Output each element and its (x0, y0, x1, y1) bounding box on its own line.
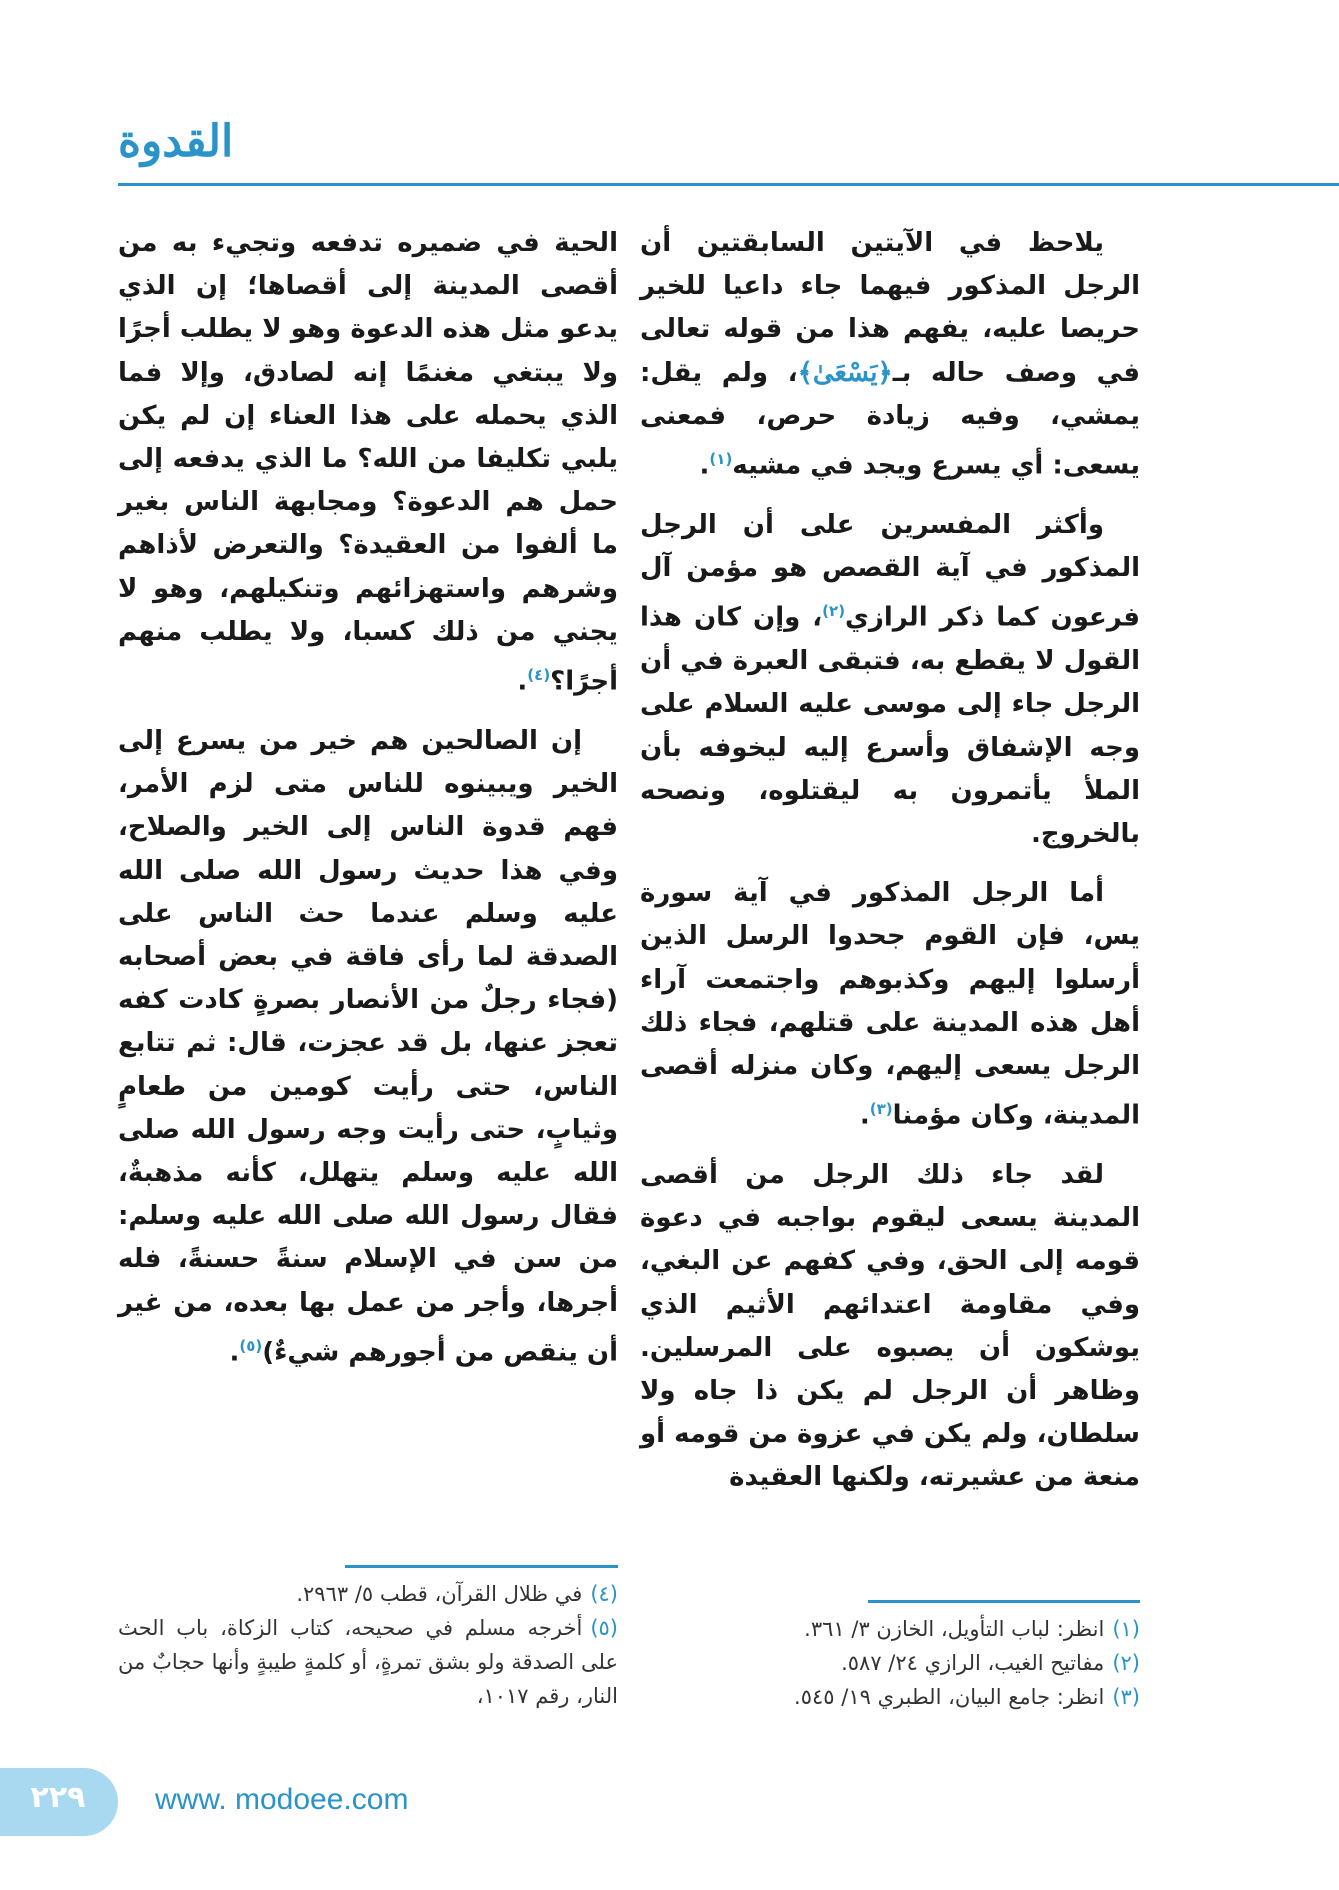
footnote-ref[interactable]: (٣) (869, 1100, 893, 1119)
left-column (118, 222, 618, 1375)
footnote-text: أخرجه مسلم في صحيحه، كتاب الزكاة، باب الحث على الصدقة ولو بشق تمرةٍ، أو كلمةٍ طيبةٍ وأنها حجابٌ من النار، رقم ١٠١٧، (118, 1616, 618, 1708)
footnote-item (640, 1680, 1140, 1714)
paragraph-2 (640, 504, 1140, 856)
hadith-quote: (فجاء رجلٌ من الأنصار بصرةٍ كادت كفه تعجز عنها، بل قد عجزت، قال: ثم تتابع الناس، حتى رأيت كومين من طعامٍ وثيابٍ، حتى رأيت وجه رسول الله صلى الله عليه وسلم يتهلل، كأنه مذهبةٌ، فقال رسول الله صلى الله عليه وسلم: من سن في الإسلام سنةً حسنةً، فله أجرها، وأجر من عمل بها بعده، من غير أن ينقص من أجورهم شيءٌ) (118, 985, 618, 1368)
footnotes-right (640, 1612, 1140, 1714)
page-title: القدوة (118, 116, 234, 167)
paragraph-text: يلاحظ في الآيتين السابقتين أن الرجل المذكور فيهما جاء داعيا للخير حريصا عليه، يفهم هذا من قوله تعالى في وصف حاله بـ (640, 228, 1140, 388)
paragraph-3 (640, 872, 1140, 1138)
footnote-text: انظر: لباب التأويل، الخازن ٣/ ٣٦١. (804, 1617, 1105, 1641)
header-rule (118, 183, 1339, 186)
right-column (640, 222, 1140, 1500)
paragraph-text: أما الرجل المذكور في آية سورة يس، فإن القوم جحدوا الرسل الذين أرسلوا إليهم وكذبوهم واجتمعت آراء أهل هذه المدينة على قتلهم، فجاء ذلك الرجل يسعى إليهم، وكان منزله أقصى المدينة، وكان مؤمنا (640, 878, 1140, 1131)
paragraph-text: وأكثر المفسرين على أن الرجل المذكور في آية القصص هو مؤمن آل فرعون كما ذكر الرازي (640, 509, 1140, 633)
footnote-ref[interactable]: (٤) (527, 666, 551, 685)
quran-word: ﴿يَسْعَىٰ﴾ (797, 357, 893, 388)
paragraph-text: ، وإن كان هذا القول لا يقطع به، فتبقى العبرة في أن الرجل جاء إلى موسى عليه السلام على وجه الإشفاق وأسرع إليه ليخوفه بأن الملأ يأتمرون به ليقتلوه، ونصحه بالخروج. (640, 602, 1140, 849)
paragraph-1 (640, 222, 1140, 488)
footnote-ref[interactable]: (٥) (239, 1336, 263, 1355)
paragraph-text: الحية في ضميره تدفعه وتجيء به من أقصى المدينة إلى أقصاها؛ إن الذي يدعو مثل هذه الدعوة وهو لا يطلب أجرًا ولا يبتغي مغنمًا إنه لصادق، وإلا فما الذي يحمله على هذا العناء إن لم يكن يلبي تكليفا من الله؟ ما الذي يدفعه إلى حمل هم الدعوة؟ ومجابهة الناس بغير ما ألفوا من العقيدة؟ والتعرض لأذاهم وشرهم واستهزائهم وتنكيلهم، وهو لا يجني من ذلك كسبا، ولا يطلب منهم أجرًا؟ (118, 228, 618, 697)
website-link[interactable]: www. modoee.com (155, 1783, 409, 1816)
punctuation: . (517, 666, 528, 697)
footnote-number: (٥) (590, 1616, 618, 1640)
footnote-item (640, 1646, 1140, 1680)
footnote-separator (345, 1565, 618, 1568)
paragraph-text: لقد جاء ذلك الرجل من أقصى المدينة يسعى ليقوم بواجبه في دعوة قومه إلى الحق، وفي كفهم عن البغي، وفي مقاومة اعتدائهم الأثيم الذي يوشكون أن يصبوه على المرسلين. وظاهر أن الرجل لم يكن ذا جاه ولا سلطان، ولم يكن في عزوة من قومه أو منعة من عشيرته، ولكنها العقيدة (640, 1160, 1140, 1493)
footnote-number: (٢) (1112, 1651, 1140, 1675)
footnotes-left (118, 1577, 618, 1713)
footnote-item (640, 1612, 1140, 1646)
footnote-text: انظر: جامع البيان، الطبري ١٩/ ٥٤٥. (794, 1685, 1105, 1709)
punctuation: . (699, 450, 710, 481)
punctuation: . (859, 1100, 870, 1131)
footnote-ref[interactable]: (٢) (822, 602, 846, 621)
footnote-number: (١) (1112, 1617, 1140, 1641)
page-number: ٢٢٩ (30, 1780, 86, 1815)
footnote-number: (٣) (1112, 1685, 1140, 1709)
paragraph-text: إن الصالحين هم خير من يسرع إلى الخير ويبينوه للناس متى لزم الأمر، فهم قدوة الناس إلى الخير والصلاح، وفي هذا حديث رسول الله صلى الله عليه وسلم عندما حث الناس على الصدقة لما رأى فاقة في بعض أصحابه (118, 725, 618, 972)
footnote-text: في ظلال القرآن، قطب ٥/ ٢٩٦٣. (296, 1582, 583, 1606)
footnote-separator (868, 1600, 1140, 1603)
paragraph-5 (118, 720, 618, 1375)
punctuation: . (229, 1337, 240, 1368)
paragraph-text: ، ولم يقل: يمشي، وفيه زيادة حرص، فمعنى يسعى: أي يسرع ويجد في مشيه (640, 357, 1140, 481)
footnote-text: مفاتيح الغيب، الرازي ٢٤/ ٥٨٧. (841, 1651, 1105, 1675)
paragraph-4 (640, 1154, 1140, 1500)
footnote-number: (٤) (590, 1582, 618, 1606)
footnote-item (118, 1577, 618, 1611)
footnote-item (118, 1611, 618, 1713)
paragraph-continued (118, 222, 618, 704)
footnote-ref[interactable]: (١) (709, 450, 733, 469)
